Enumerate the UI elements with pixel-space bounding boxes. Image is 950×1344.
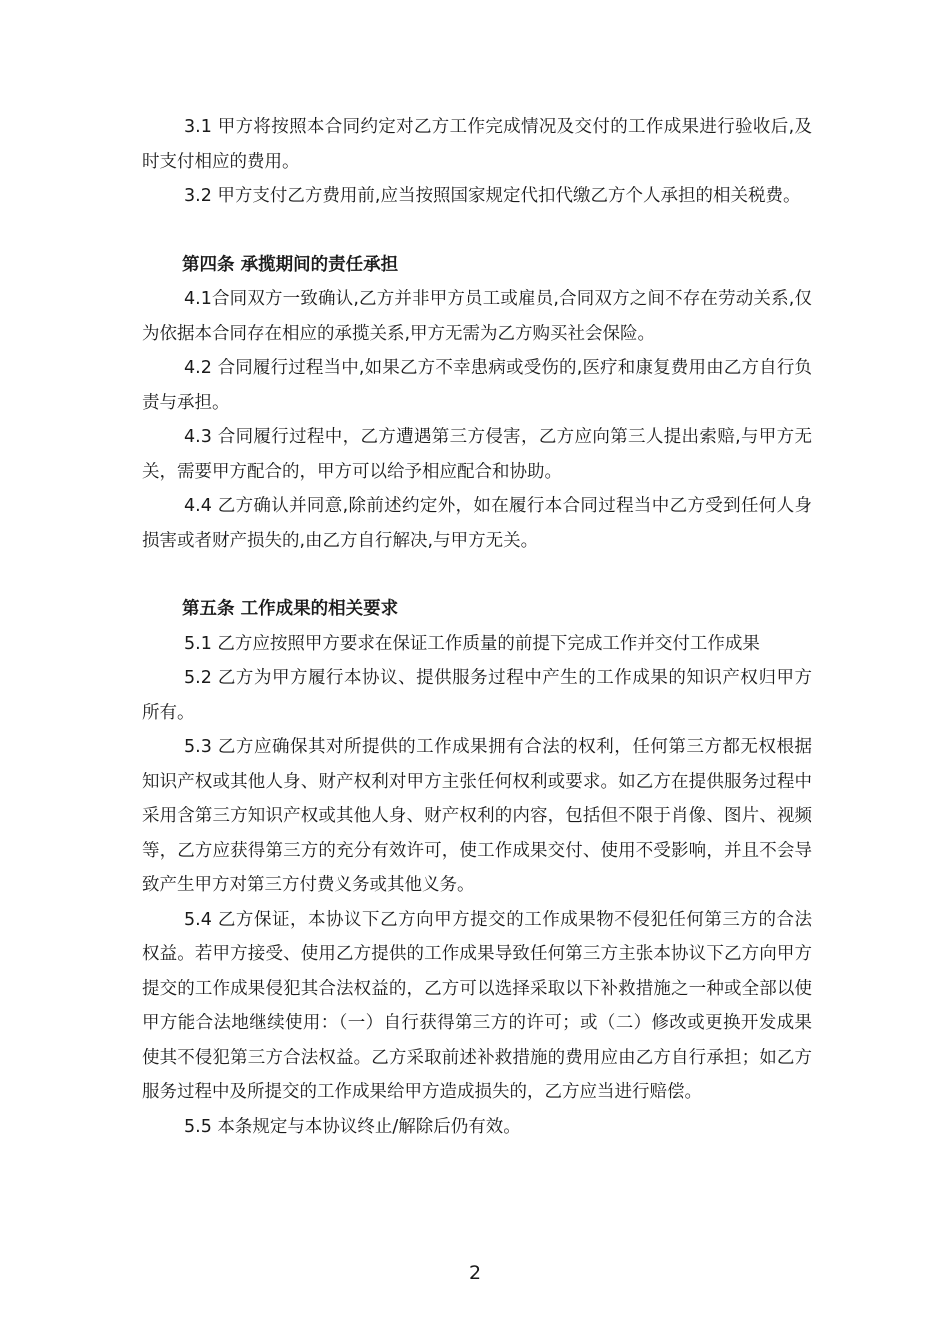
clause-4-4: 4.4 乙方确认并同意,除前述约定外，如在履行本合同过程当中乙方受到任何人身损害或者财产损失的,由乙方自行解决,与甲方无关。 [142, 496, 812, 551]
section-gap [142, 558, 812, 592]
clause-4-3: 4.3 合同履行过程中，乙方遭遇第三方侵害，乙方应向第三人提出索赔,与甲方无关，需要甲方配合的，甲方可以给予相应配合和协助。 [142, 427, 812, 482]
clause-5-4: 5.4 乙方保证，本协议下乙方向甲方提交的工作成果物不侵犯任何第三方的合法权益。若甲方接受、使用乙方提供的工作成果导致任何第三方主张本协议下乙方向甲方提交的工作成果侵犯其合法权益的，乙方可以选择采取以下补救措施之一种或全部以使甲方能合法地继续使用：（一）自行获得第三方的许可；或（二）修改或更换开发成果使其不侵犯第三方合法权益。乙方采取前述补救措施的费用应由乙方自行承担；如乙方服务过程中及所提交的工作成果给甲方造成损失的，乙方应当进行赔偿。 [142, 909, 812, 1102]
clause-3-1: 3.1 甲方将按照本合同约定对乙方工作完成情况及交付的工作成果进行验收后,及时支付相应的费用。 [142, 117, 812, 172]
article-4-heading: 第四条 承揽期间的责任承担 [182, 254, 399, 275]
section-gap [142, 214, 812, 248]
document-body [142, 110, 812, 1144]
clause-5-5: 5.5 本条规定与本协议终止/解除后仍有效。 [184, 1116, 521, 1137]
clause-3-2: 3.2 甲方支付乙方费用前,应当按照国家规定代扣代缴乙方个人承担的相关税费。 [184, 186, 801, 206]
clause-4-1: 4.1合同双方一致确认,乙方并非甲方员工或雇员,合同双方之间不存在劳动关系,仅为依据本合同存在相应的承揽关系,甲方无需为乙方购买社会保险。 [142, 289, 812, 344]
article-5-heading: 第五条 工作成果的相关要求 [182, 599, 399, 619]
clause-5-2: 5.2 乙方为甲方履行本协议、提供服务过程中产生的工作成果的知识产权归甲方所有。 [142, 668, 812, 723]
clause-5-3: 5.3 乙方应确保其对所提供的工作成果拥有合法的权利，任何第三方都无权根据知识产权或其他人身、财产权利对甲方主张任何权利或要求。如乙方在提供服务过程中采用含第三方知识产权或其他人身、财产权利的内容，包括但不限于肖像、图片、视频等，乙方应获得第三方的充分有效许可，使工作成果交付、使用不受影响，并且不会导致产生甲方对第三方付费义务或其他义务。 [142, 737, 812, 895]
clause-4-2: 4.2 合同履行过程当中,如果乙方不幸患病或受伤的,医疗和康复费用由乙方自行负责与承担。 [142, 358, 812, 413]
page-number: 2 [468, 1262, 482, 1284]
clause-5-1: 5.1 乙方应按照甲方要求在保证工作质量的前提下完成工作并交付工作成果 [184, 633, 760, 654]
